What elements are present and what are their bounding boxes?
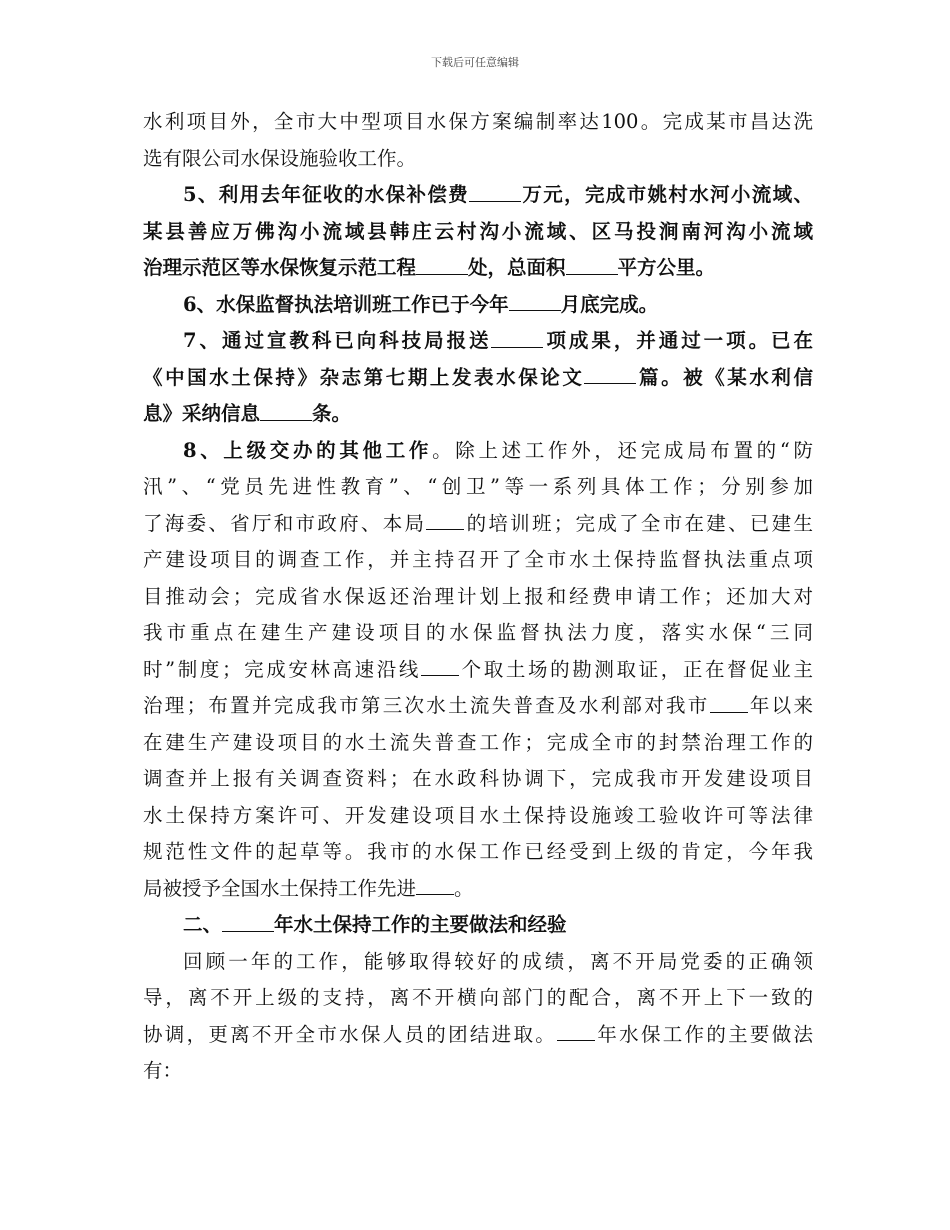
item-5-line: 某县善应万佛沟小流域县韩庄云村沟小流域、区马投涧南河沟小流域 xyxy=(143,219,813,243)
fill-blank xyxy=(584,364,636,385)
fill-blank xyxy=(710,692,748,713)
paragraph-line: 有： xyxy=(143,1059,183,1082)
item-6-line: 6、水保监督执法培训班工作已于今年 月底完成。 xyxy=(183,292,659,316)
fill-blank xyxy=(491,327,543,348)
item-5-line: 治理示范区等水保恢复示范工程 处，总面积 平方公里。 xyxy=(143,256,716,279)
item-8-line: 水土保持方案许可、开发建设项目水土保持设施竣工验收许可等法律 xyxy=(143,803,813,827)
item-8-line: 时”制度；完成安林高速沿线 个取土场的勘测取证，正在督促业主 xyxy=(143,657,813,681)
fill-blank xyxy=(260,400,312,421)
item-8-line: 产建设项目的调查工作，并主持召开了全市水土保持监督执法重点项 xyxy=(143,548,813,571)
fill-blank xyxy=(416,875,454,896)
item-5-line: 5、利用去年征收的水保补偿费 万元，完成市姚村水河小流域、 xyxy=(183,183,813,206)
item-8-line: 8、上级交办的其他工作。除上述工作外，还完成局布置的“防 xyxy=(183,438,813,462)
item-8-line: 治理；布置并完成我市第三次水土流失普查及水利部对我市 年以来 xyxy=(143,694,813,717)
page-header: 下载后可任意编辑 xyxy=(431,56,519,69)
item-7-line: 息》采纳信息 条。 xyxy=(143,402,352,425)
item-8-line: 在建生产建设项目的水土流失普查工作；完成全市的封禁治理工作的 xyxy=(143,730,813,754)
fill-blank xyxy=(426,510,464,531)
item-8-line: 规范性文件的起草等。我市的水保工作已经受到上级的肯定，今年我 xyxy=(143,840,813,863)
item-8-line: 我市重点在建生产建设项目的水保监督执法力度，落实水保“三同 xyxy=(143,621,813,644)
item-8-line: 局被授予全国水土保持工作先进 。 xyxy=(143,876,474,900)
item-8-line: 汛”、“党员先进性教育”、“创卫”等一系列具体工作；分别参加 xyxy=(143,475,813,498)
item-8-line: 目推动会；完成省水保返还治理计划上报和经费申请工作；还加大对 xyxy=(143,584,813,608)
item-7-line: 《中国水土保持》杂志第七期上发表水保论文 篇。被《某水利信 xyxy=(143,365,813,389)
fill-blank xyxy=(421,656,459,677)
document-body xyxy=(143,104,813,1090)
paragraph-line: 协调，更离不开全市水保人员的团结进取。 年水保工作的主要做法 xyxy=(143,1022,813,1046)
fill-blank xyxy=(557,1021,595,1042)
item-7-line: 7、通过宣教科已向科技局报送 项成果，并通过一项。已在 xyxy=(183,329,813,352)
paragraph-line: 回顾一年的工作，能够取得较好的成绩，离不开局党委的正确领 xyxy=(183,949,813,973)
fill-blank xyxy=(222,911,274,932)
fill-blank xyxy=(509,291,561,312)
paragraph-line: 导，离不开上级的支持，离不开横向部门的配合，离不开上下一致的 xyxy=(143,986,813,1009)
paragraph-line: 选有限公司水保设施验收工作。 xyxy=(143,146,417,170)
section-heading: 二、 年水土保持工作的主要做法和经验 xyxy=(183,913,567,936)
fill-blank xyxy=(566,254,618,275)
fill-blank xyxy=(469,181,521,202)
item-8-line: 了海委、省厅和市政府、本局 的培训班；完成了全市在建、已建生 xyxy=(143,511,813,535)
item-8-line: 调查并上报有关调查资料；在水政科协调下，完成我市开发建设项目 xyxy=(143,767,813,790)
fill-blank xyxy=(416,254,468,275)
paragraph-line: 水利项目外，全市大中型项目水保方案编制率达100。完成某市昌达洗 xyxy=(143,110,813,133)
